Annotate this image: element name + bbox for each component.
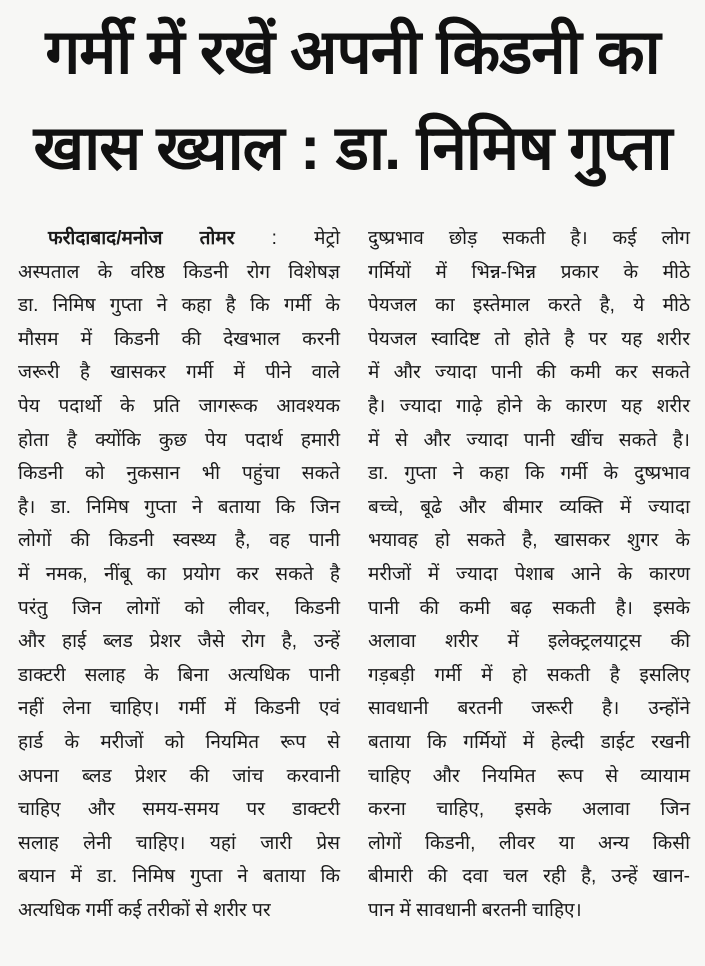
article-line: चाहिए और नियमित रूप से व्यायाम	[368, 765, 690, 787]
article-line: पेयजल का इस्तेमाल करते है, ये मीठे	[368, 295, 690, 317]
article-line: डा. गुप्ता ने कहा कि गर्मी के दुष्प्रभाव	[368, 463, 690, 485]
article-column-1	[18, 222, 340, 927]
article-line: गड़बड़ी गर्मी में हो सकती है इसलिए	[368, 664, 690, 686]
article-column-2	[368, 222, 690, 927]
article-line: होता है क्योंकि कुछ पेय पदार्थ हमारी	[18, 429, 340, 451]
article-line: बच्चे, बूढे और बीमार व्यक्ति में ज्यादा	[368, 496, 690, 518]
article-line: अस्पताल के वरिष्ठ किडनी रोग विशेषज्ञ	[18, 261, 340, 283]
article-line: दुष्प्रभाव छोड़ सकती है। कई लोग	[368, 228, 690, 249]
article-line: गर्मियों में भिन्न-भिन्न प्रकार के मीठे	[368, 261, 690, 283]
article-line: अत्यधिक गर्मी कई तरीकों से शरीर पर	[18, 899, 271, 921]
article-line: करना चाहिए, इसके अलावा जिन	[368, 799, 690, 821]
article-line: लोगों की किडनी स्वस्थ्य है, वह पानी	[18, 530, 340, 552]
article-line: अलावा शरीर में इलेक्ट्रलयाट्रस की	[368, 631, 690, 653]
article-line: भयावह हो सकते है, खासकर शुगर के	[368, 530, 690, 552]
article-line: सावधानी बरतनी जरूरी है। उन्होंने	[368, 698, 690, 720]
article-line: जरूरी है खासकर गर्मी में पीने वाले	[18, 362, 340, 384]
article-line: पान में सावधानी बरतनी चाहिए।	[368, 899, 582, 921]
article-line: पेयजल स्वादिष्ट तो होते है पर यह शरीर	[368, 328, 690, 350]
article-line: डाक्टरी सलाह के बिना अत्यधिक पानी	[18, 664, 340, 686]
article-line: में नमक, नींबू का प्रयोग कर सकते है	[18, 563, 340, 585]
article-line: बीमारी की दवा चल रही है, उन्हें खान-	[368, 866, 690, 888]
article-line: मौसम में किडनी की देखभाल करनी	[18, 328, 340, 350]
article-line: हार्ड के मरीजों को नियमित रूप से	[18, 731, 340, 753]
headline-line-2: खास ख्याल : डा. निमिष गुप्ता	[33, 114, 672, 183]
article-line: और हाई ब्लड प्रेशर जैसे रोग है, उन्हें	[18, 631, 340, 653]
article-line: किडनी को नुकसान भी पहुंचा सकते	[18, 463, 340, 485]
byline: फरीदाबाद/मनोज तोमर	[48, 228, 235, 249]
article-line	[18, 222, 340, 256]
article-line: बताया कि गर्मियों में हेल्दी डाईट रखनी	[368, 731, 690, 753]
article-line: बयान में डा. निमिष गुप्ता ने बताया कि	[18, 866, 340, 888]
article-line: लोगों किडनी, लीवर या अन्य किसी	[368, 832, 690, 854]
article-line: पेय पदार्थो के प्रति जागरूक आवश्यक	[18, 395, 340, 417]
article-line: चाहिए और समय-समय पर डाक्टरी	[18, 799, 340, 821]
article-line: मरीजों में ज्यादा पेशाब आने के कारण	[368, 563, 690, 585]
article-line-text: : मेट्रो	[234, 228, 340, 249]
article-line: परंतु जिन लोगों को लीवर, किडनी	[18, 597, 340, 619]
article-line: है। डा. निमिष गुप्ता ने बताया कि जिन	[18, 496, 340, 518]
article-line: अपना ब्लड प्रेशर की जांच करवानी	[18, 765, 340, 787]
article-line: डा. निमिष गुप्ता ने कहा है कि गर्मी के	[18, 295, 340, 317]
article-line: में और ज्यादा पानी की कमी कर सकते	[368, 362, 690, 384]
article-line: सलाह लेनी चाहिए। यहां जारी प्रेस	[18, 832, 340, 854]
article-line: पानी की कमी बढ़ सकती है। इसके	[368, 597, 690, 619]
article-line: नहीं लेना चाहिए। गर्मी में किडनी एवं	[18, 698, 340, 720]
article-line: है। ज्यादा गाढ़े होने के कारण यह शरीर	[368, 395, 690, 417]
article-line: में से और ज्यादा पानी खींच सकते है।	[368, 429, 690, 451]
headline-line-1: गर्मी में रखें अपनी किडनी का	[45, 18, 660, 87]
